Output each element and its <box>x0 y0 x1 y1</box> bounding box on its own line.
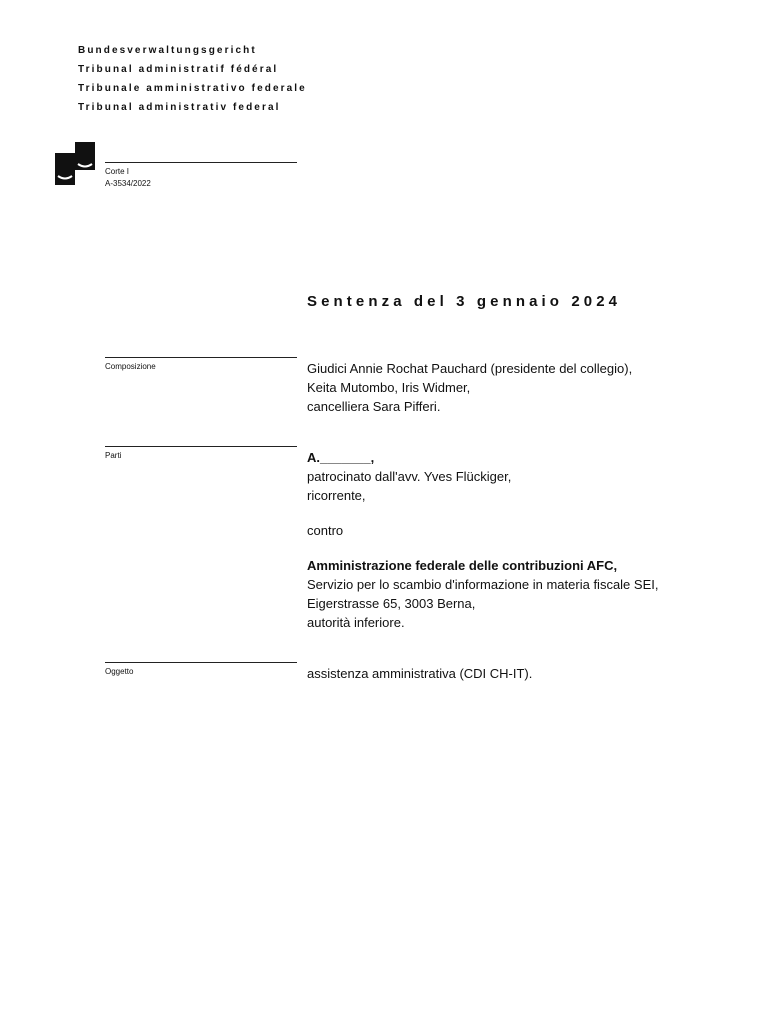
appellant-name: A._______, <box>307 450 375 465</box>
respondent-line: Servizio per lo scambio d'informazione in materia fiscale SEI, <box>307 577 659 592</box>
appellant-line: patrocinato dall'avv. Yves Flückiger, <box>307 469 512 484</box>
parties-divider <box>105 446 297 447</box>
division-label: Corte I <box>105 167 130 176</box>
court-logo-icon <box>55 142 97 186</box>
spacer <box>307 505 658 521</box>
subject-block <box>307 664 532 683</box>
court-name-fr: Tribunal administratif fédéral <box>78 64 279 75</box>
court-name-de: Bundesverwaltungsgericht <box>78 45 257 56</box>
composition-block <box>307 359 632 416</box>
case-number: A-3534/2022 <box>105 179 151 188</box>
composition-label: Composizione <box>105 362 156 371</box>
versus-text: contro <box>307 523 344 538</box>
composition-line: Giudici Annie Rochat Pauchard (presidente del collegio), <box>307 361 633 376</box>
spacer <box>307 540 658 556</box>
judgment-title: Sentenza del 3 gennaio 2024 <box>307 293 622 310</box>
subject-text: assistenza amministrativa (CDI CH-IT). <box>307 666 533 681</box>
parties-block <box>307 448 658 632</box>
court-name-rm: Tribunal administrativ federal <box>78 102 281 113</box>
appellant-line: ricorrente, <box>307 488 366 503</box>
respondent-line: autorità inferiore. <box>307 615 405 630</box>
respondent-name: Amministrazione federale delle contribuzioni AFC, <box>307 558 618 573</box>
header-divider <box>105 162 297 163</box>
composition-line: Keita Mutombo, Iris Widmer, <box>307 380 471 395</box>
court-name-it: Tribunale amministrativo federale <box>78 83 307 94</box>
respondent-line: Eigerstrasse 65, 3003 Berna, <box>307 596 476 611</box>
court-names <box>78 41 307 117</box>
subject-label: Oggetto <box>105 667 134 676</box>
composition-divider <box>105 357 297 358</box>
parties-label: Parti <box>105 451 122 460</box>
subject-divider <box>105 662 297 663</box>
composition-line: cancelliera Sara Pifferi. <box>307 399 441 414</box>
